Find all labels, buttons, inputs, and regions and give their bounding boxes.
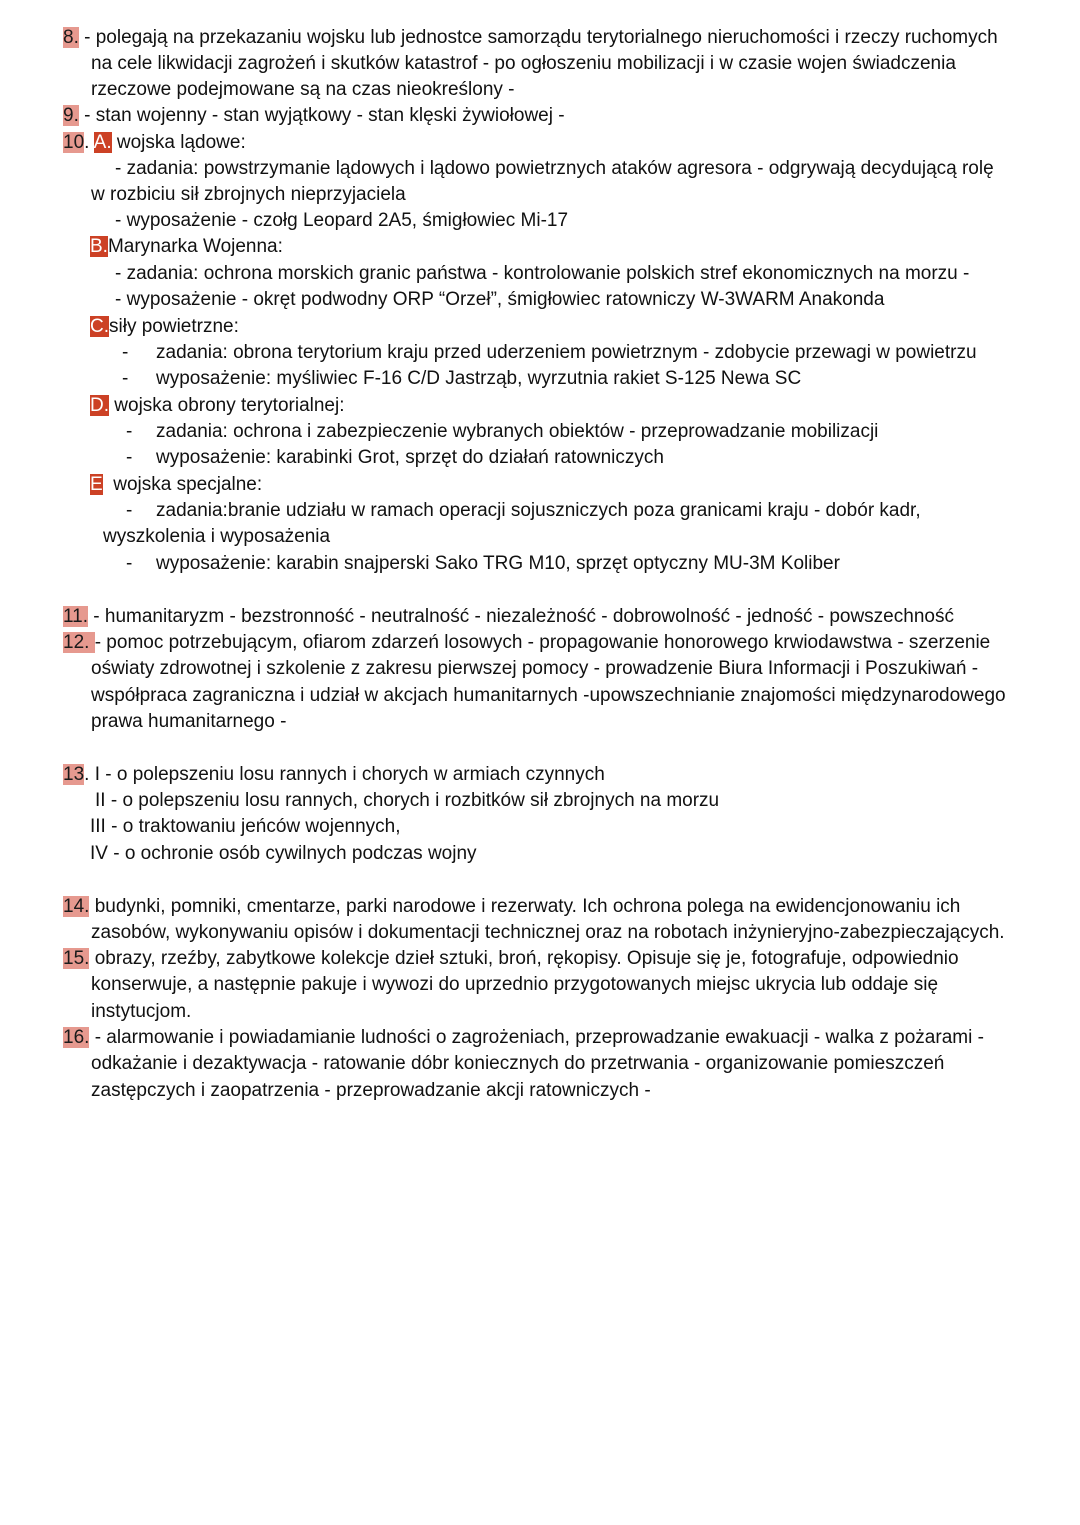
section-d-dash-1: - [126, 421, 133, 442]
answer-13-line-4: IV - o ochronie osób cywilnych podczas wojny [90, 843, 477, 864]
answer-15-line-2: konserwuje, a następnie pakuje i wywozi do uprzednio przygotowanych miejsc ukrycia lub oddaje się [91, 974, 939, 995]
answer-number-10: 10 [63, 132, 85, 153]
section-c-dash-1: - [122, 342, 129, 363]
answer-8-line-3: rzeczowe podejmowane są na czas nieokreślony - [91, 79, 515, 100]
answer-12-line-3: współpraca zagraniczna i udział w akcjach humanitarnych -upowszechnianie znajomości międzynarodowego [91, 685, 1006, 706]
answer-13-line-3: III - o traktowaniu jeńców wojennych, [90, 816, 401, 837]
section-d-line-2: wyposażenie: karabinki Grot, sprzęt do działań ratowniczych [156, 447, 664, 468]
answer-15-line-3: instytucjom. [91, 1001, 192, 1022]
answer-9-line-1: 9. - stan wojenny - stan wyjątkowy - stan klęski żywiołowej - [63, 105, 565, 126]
section-letter-a: A. [93, 132, 112, 153]
answer-10-heading: 10. A. wojska lądowe: [63, 132, 246, 153]
section-b-line-2: - wyposażenie - okręt podwodny ORP “Orzeł”, śmigłowiec ratowniczy W-3WARM Anakonda [115, 289, 885, 310]
section-title-e: wojska specjalne: [102, 474, 263, 495]
answer-13-line-1: 13. I - o polepszeniu losu rannych i chorych w armiach czynnych [63, 764, 605, 785]
answer-12-line-2: oświaty zdrowotnej i szkolenie z zakresu pierwszej pomocy - prowadzenie Biura Informacji i Poszukiwań - [91, 658, 979, 679]
answer-14-line-1: 14. budynki, pomniki, cmentarze, parki narodowe i rezerwaty. Ich ochrona polega na ewidencjonowaniu ich [63, 896, 961, 917]
section-title-b: Marynarka Wojenna: [107, 236, 283, 257]
section-c-dash-2: - [122, 368, 129, 389]
section-a-line-1: - zadania: powstrzymanie lądowych i lądowo powietrznych ataków agresora - odgrywają decydującą rolę [115, 158, 994, 179]
section-e-heading [90, 473, 262, 497]
section-title-d: wojska obrony terytorialnej: [109, 395, 345, 416]
answer-number-11: 11. [63, 606, 89, 627]
section-d-line-1: zadania: ochrona i zabezpieczenie wybranych obiektów - przeprowadzanie mobilizacji [156, 421, 879, 442]
section-e-dash-1: - [126, 500, 133, 521]
answer-11-line-1: 11. - humanitaryzm - bezstronność - neutralność - niezależność - dobrowolność - jedność - powszechność [63, 606, 954, 627]
answer-16-line-1: 16. - alarmowanie i powiadamianie ludności o zagrożeniach, przeprowadzanie ewakuacji - walka z pożarami - [63, 1027, 984, 1048]
answer-13-line-2: II - o polepszeniu losu rannych, chorych i rozbitków sił zbrojnych na morzu [95, 790, 720, 811]
answer-16-line-2: odkażanie i dezaktywacja - ratowanie dóbr koniecznych do przetrwania - organizowanie pomieszczeń [91, 1053, 945, 1074]
answer-number-12: 12. [63, 632, 95, 653]
section-letter-c: C. [90, 316, 109, 337]
answer-number-15: 15. [63, 948, 90, 969]
answer-number-14: 14. [63, 896, 90, 917]
section-title-a: wojska lądowe: [111, 132, 246, 153]
answer-8-line-1: 8. - polegają na przekazaniu wojsku lub jednostce samorządu terytorialnego nieruchomości i rzeczy ruchomych [63, 27, 998, 48]
section-e-dash-2: - [126, 553, 133, 574]
section-c-line-2: wyposażenie: myśliwiec F-16 C/D Jastrząb, wyrzutnia rakiet S-125 Newa SC [156, 368, 802, 389]
answer-15-line-1: 15. obrazy, rzeźby, zabytkowe kolekcje dzieł sztuki, broń, rękopisy. Opisuje się je, fotografuje, odpowiednio [63, 948, 959, 969]
section-c-heading [90, 315, 239, 339]
section-e-line-1: zadania:branie udziału w ramach operacji sojuszniczych poza granicami kraju - dobór kadr, [156, 500, 921, 521]
section-letter-e: E [90, 474, 103, 495]
answer-12-line-1: 12. - pomoc potrzebującym, ofiarom zdarzeń losowych - propagowanie honorowego krwiodawstwa - szerzenie [63, 632, 991, 653]
answer-8-line-2: na cele likwidacji zagrożeń i skutków katastrof - po ogłoszeniu mobilizacji i w czasie wojen świadczenia [91, 53, 956, 74]
answer-number-9: 9. [63, 105, 79, 126]
section-d-heading [90, 394, 345, 418]
answer-12-line-4: prawa humanitarnego - [91, 711, 287, 732]
section-title-c: siły powietrzne: [109, 316, 239, 337]
section-e-line-3: wyposażenie: karabin snajperski Sako TRG M10, sprzęt optyczny MU-3M Koliber [156, 553, 840, 574]
answer-number-13: 13 [63, 764, 85, 785]
section-b-line-1: - zadania: ochrona morskich granic państwa - kontrolowanie polskich stref ekonomicznych na morzu - [115, 263, 970, 284]
section-d-dash-2: - [126, 447, 133, 468]
answer-16-line-3: zastępczych i zaopatrzenia - przeprowadzanie akcji ratowniczych - [91, 1080, 651, 1101]
section-e-line-2: wyszkolenia i wyposażenia [103, 526, 331, 547]
answer-number-8: 8. [63, 27, 79, 48]
section-c-line-1: zadania: obrona terytorium kraju przed uderzeniem powietrznym - zdobycie przewagi w powietrzu [156, 342, 977, 363]
section-b-heading [90, 235, 283, 259]
answer-number-16: 16. [63, 1027, 90, 1048]
section-letter-b: B. [90, 236, 108, 257]
section-letter-d: D. [90, 395, 109, 416]
answer-14-line-2: zasobów, wykonywaniu opisów i dokumentacji technicznej oraz na robotach inżynieryjno-zabezpieczających. [91, 922, 1005, 943]
section-a-line-2: w rozbiciu sił zbrojnych nieprzyjaciela [91, 184, 406, 205]
section-a-line-3: - wyposażenie - czołg Leopard 2A5, śmigłowiec Mi-17 [115, 210, 569, 231]
